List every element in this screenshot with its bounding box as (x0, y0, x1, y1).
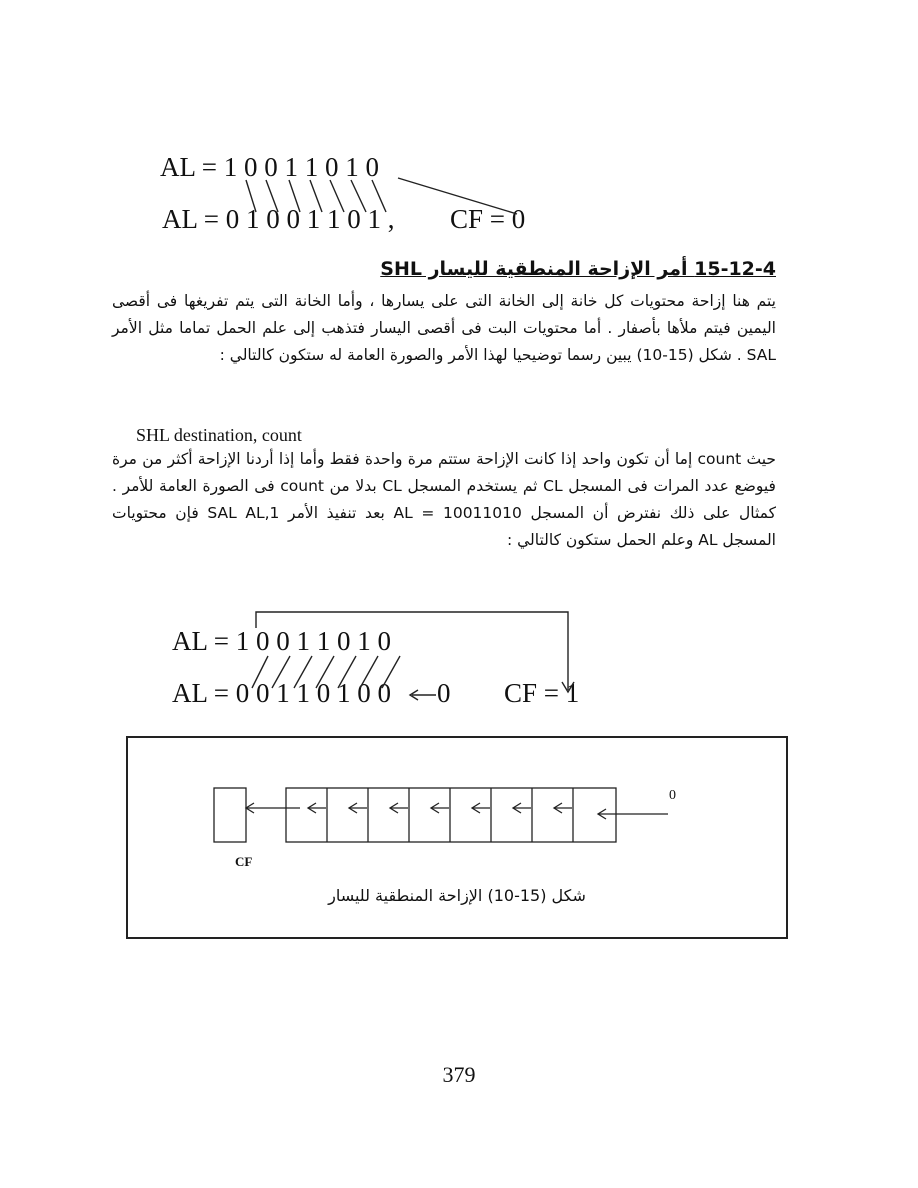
bottom-line1: AL = 1 0 0 1 1 0 1 0 (172, 626, 391, 656)
top-cf: CF = 0 (450, 204, 526, 234)
figure-box (126, 736, 788, 939)
paragraph-2: حيث count إما أن تكون واحد إذا كانت الإزاحة ستتم مرة واحدة فقط وأما إذا أردنا الإزاحة أكثر من مرة فيوضع عدد المرات فى المسجل CL ثم يستخدم المسجل CL بدلا من count فى الصورة العامة للأمر . كمثال على ذلك نفترض أن المسجل AL = 10011010 بعد تنفيذ الأمر SAL AL,1 فإن محتويات المسجل AL وعلم الحمل ستكون كالتالي : (112, 450, 777, 549)
figure-caption: شكل (15-10) الإزاحة المنطقية لليسار (328, 886, 586, 905)
zero-input-label: 0 (669, 788, 676, 803)
bottom-line2: AL = 0 0 1 1 0 1 0 0 (172, 678, 391, 708)
bottom-fill-zero: 0 (437, 678, 451, 708)
cf-label: CF (235, 854, 253, 869)
bottom-cf: CF = 1 (504, 678, 580, 708)
top-line2: AL = 0 1 0 0 1 1 0 1 , (162, 204, 395, 234)
shift-register-diagram (128, 738, 788, 938)
syntax-line: SHL destination, count (136, 425, 302, 445)
section-title: 15-12-4 أمر الإزاحة المنطقية لليسار SHL (380, 258, 776, 280)
top-line1: AL = 1 0 0 1 1 0 1 0 (160, 152, 379, 182)
paragraph-1: يتم هنا إزاحة محتويات كل خانة إلى الخانة التى على يسارها ، وأما الخانة التى يتم تفريغها فى أقصى اليمين فيتم ملأها بأصفار . أما محتويات البت فى أقصى اليسار فتذهب إلى علم الحمل تماما مثل الأمر SAL . شكل (15-10) يبين رسما توضيحيا لهذا الأمر والصورة العامة له ستكون كالتالي : (112, 292, 776, 364)
page-number: 379 (442, 1062, 476, 1087)
